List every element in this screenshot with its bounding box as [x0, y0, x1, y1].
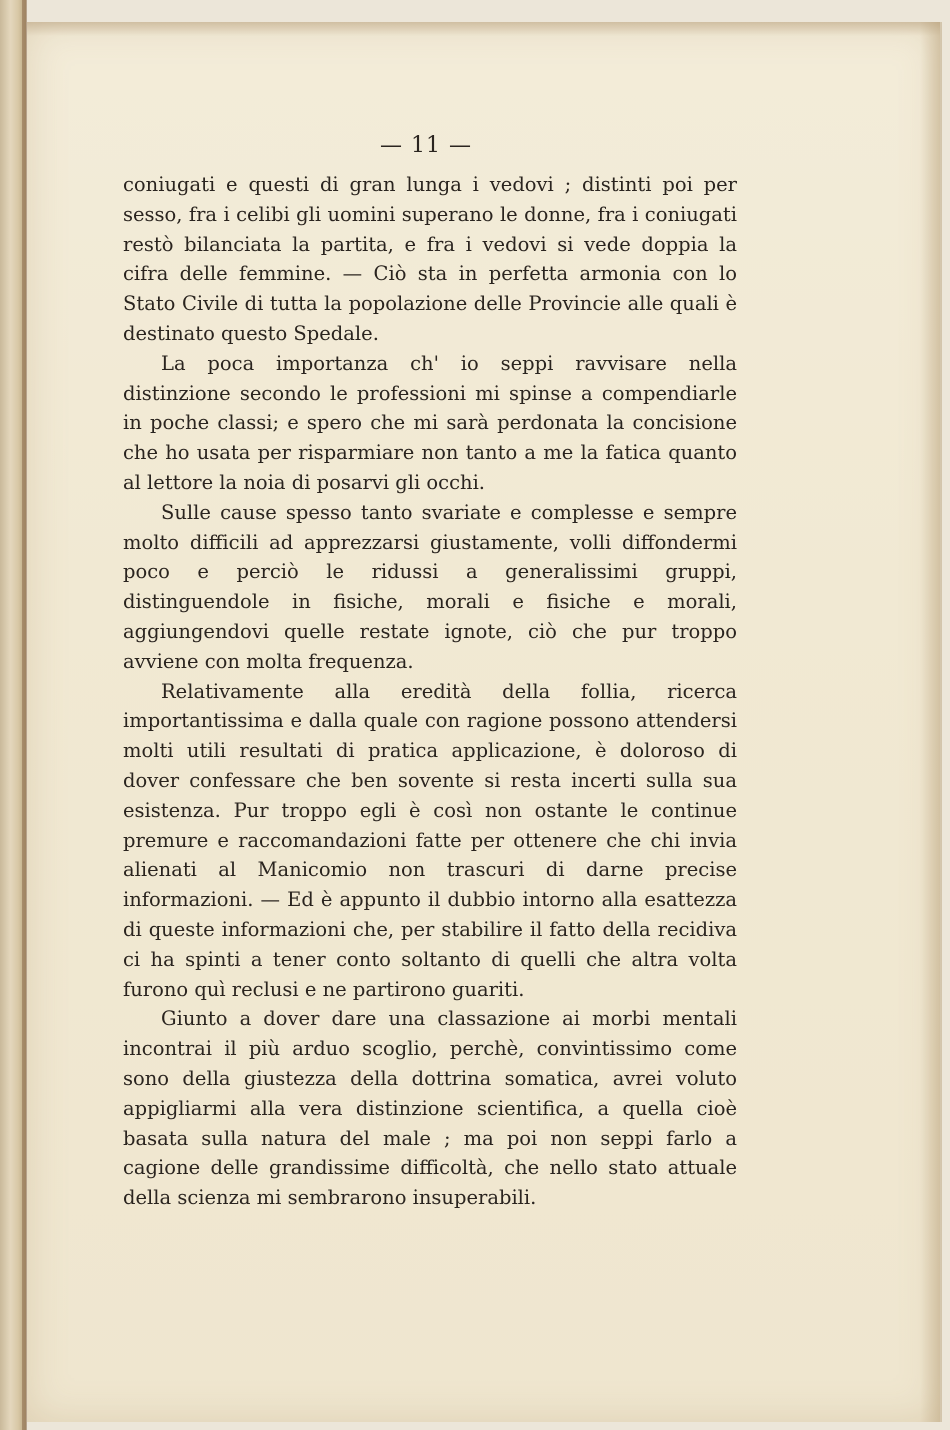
paragraph-5: Giunto a dover dare una classazione ai morbi mentali incontrai il più arduo scoglio, perchè, convintissimo come sono della giustezza della dottrina somatica, avrei voluto appigliarmi alla vera distinzione scientifica, a quella cioè basata sulla natura del male ; ma poi non seppi farlo a cagione delle grandissime difficoltà, che nello stato attuale della scienza mi sembrarono insuperabili. — [123, 1007, 737, 1210]
top-edge-stain — [27, 22, 940, 36]
paragraph-2: La poca importanza ch' io seppi ravvisare nella distinzione secondo le professioni mi spinse a compendiarle in poche classi; e spero che mi sarà perdonata la concisione che ho usata per risparmiare non tanto a me la fatica quanto al lettore la noia di posarvi gli occhi. — [123, 351, 737, 494]
page-number: — 11 — — [380, 133, 472, 158]
paragraph-4: Relativamente alla eredità della follia, ricerca importantissima e dalla quale con ragione possono attendersi molti utili resultati di pratica applicazione, è doloroso di dover confessare che ben sovente si resta incerti sulla sua esistenza. Pur troppo egli è così non ostante le continue premure e raccomandazioni fatte per ottenere che chi invia alienati al Manicomio non trascuri di darne precise informazioni. — Ed è appunto il dubbio intorno alla esattezza di queste informazioni che, per stabilire il fatto della recidiva ci ha spinti a tener conto soltanto di quelli che altra volta furono quì reclusi e ne partirono guariti. — [123, 679, 737, 1001]
right-edge-shadow — [920, 22, 942, 1422]
body-text — [123, 170, 737, 1213]
paragraph-3: Sulle cause spesso tanto svariate e complesse e sempre molto difficili ad apprezzarsi giustamente, volli diffondermi poco e perciò le ridussi a generalissimi gruppi, distinguendole in fisiche, morali e fisiche e morali, aggiungendovi quelle restate ignote, ciò che pur troppo avviene con molta frequenza. — [123, 500, 737, 673]
paragraph-1: coniugati e questi di gran lunga i vedovi ; distinti poi per sesso, fra i celibi gli uomini superano le donne, fra i coniugati restò bilanciata la partita, e fra i vedovi si vede doppia la cifra delle femmine. — Ciò sta in perfetta armonia con lo Stato Civile di tutta la popolazione delle Provincie alle quali è destinato questo Spedale. — [123, 173, 737, 345]
